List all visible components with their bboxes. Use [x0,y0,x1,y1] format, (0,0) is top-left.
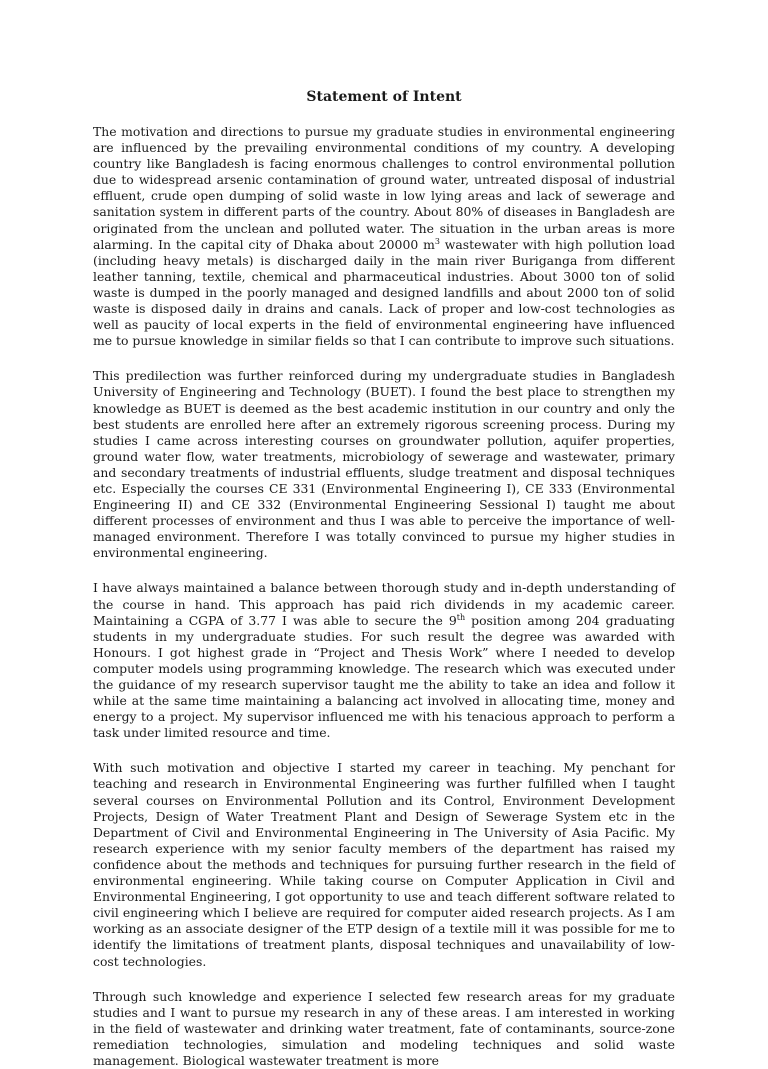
superscript-cubic: 3 [434,236,440,246]
paragraph-research-areas: Through such knowledge and experience I selected few research areas for my graduate studies and I want to pursue my research in any of these areas. I am interested in working in the field of wastewater and drinking water treatment, fate of contaminants, source-zone remediation technologies, simulation and modeling techniques and solid waste management. Biological wastewater treatment is more [93,988,675,1068]
paragraph-academic-record-text-cont: position among 204 graduating students in my undergraduate studies. For such result the degree was awarded with Honours. I got highest grade in “Project and Thesis Work” where I needed to develop computer models using programming knowledge. The research which was executed under the guidance of my research supervisor taught me the ability to take an idea and follow it while at the same time maintaining a balancing act involved in allocating time, money and energy to a project. My supervisor influenced me with his tenacious approach to perform a task under limited resource and time. [93,612,675,741]
paragraph-motivation-text-cont: wastewater with high pollution load (including heavy metals) is discharged daily in the main river Buriganga from different leather tanning, textile, chemical and pharmaceutical industries. About 3000 ton of solid waste is dumped in the poorly managed and designed landfills and about 2000 ton of solid waste is disposed daily in drains and canals. Lack of proper and low-cost technologies as well as paucity of local experts in the field of environmental engineering have influenced me to pursue knowledge in similar fields so that I can contribute to improve such situations. [93,236,676,349]
paragraph-academic-record-text: I have always maintained a balance between thorough study and in-depth understanding of the course in hand. This approach has paid rich dividends in my academic career. Maintaining a CGPA of 3.77 I was able to secure the 9 [93,580,675,628]
superscript-ordinal: th [456,612,466,622]
paragraph-motivation [93,124,675,349]
document-title: Statement of Intent [306,89,462,105]
paragraph-undergraduate: This predilection was further reinforced during my undergraduate studies in Bangladesh University of Engineering and Technology (BUET). I found the best place to strengthen my knowledge as BUET is deemed as the best academic institution in our country and only the best students are enrolled here after an extremely rigorous screening process. During my studies I came across interesting courses on groundwater pollution, aquifer properties, ground water flow, water treatments, microbiology of sewerage and wastewater, primary and secondary treatments of industrial effluents, sludge treatment and disposal techniques etc. Especially the courses CE 331 (Environmental Engineering I), CE 333 (Environmental Engineering II) and CE 332 (Environmental Engineering Sessional I) taught me about different processes of environment and thus I was able to perceive the importance of well-managed environment. Therefore I was totally convinced to pursue my higher studies in environmental engineering. [93,368,675,561]
paragraph-teaching-career: With such motivation and objective I started my career in teaching. My penchant for teaching and research in Environmental Engineering was further fulfilled when I taught several courses on Environmental Pollution and its Control, Environment Development Projects, Design of Water Treatment Plant and Design of Sewerage System etc in the Department of Civil and Environmental Engineering in The University of Asia Pacific. My research experience with my senior faculty members of the department has raised my confidence about the methods and techniques for pursuing further research in the field of environmental engineering. While taking course on Computer Application in Civil and Environmental Engineering, I got opportunity to use and teach different software related to civil engineering which I believe are required for computer aided research projects. As I am working as an associate designer of the ETP design of a textile mill it was possible for me to identify the limitations of treatment plants, disposal techniques and unavailability of low-cost technologies. [93,760,675,969]
paragraph-motivation-text: The motivation and directions to pursue my graduate studies in environmental engineering are influenced by the prevailing environmental conditions of my country. A developing country like Bangladesh is facing enormous challenges to control environmental pollution due to widespread arsenic contamination of ground water, untreated disposal of industrial effluent, crude open dumping of solid waste in low lying areas and lack of sewerage and sanitation system in different parts of the country. About 80% of diseases in Bangladesh are originated from the unclean and polluted water. The situation in the urban areas is more alarming. In the capital city of Dhaka about 20000 m [93,124,675,252]
paragraph-academic-record [93,580,675,741]
